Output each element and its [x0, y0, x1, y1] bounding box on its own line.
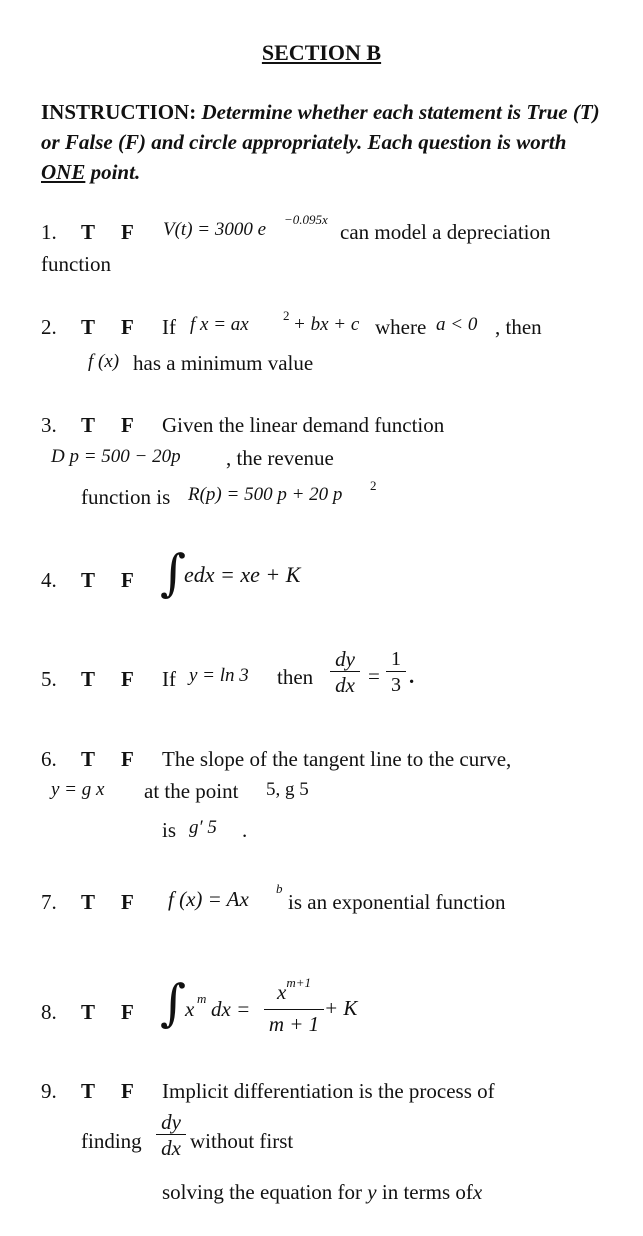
- fraction-numerator: 1: [391, 648, 401, 670]
- instruction-emphasis: ONE: [41, 160, 86, 184]
- question-number: 2.: [41, 315, 57, 339]
- true-option[interactable]: T: [81, 747, 96, 771]
- true-option[interactable]: T: [81, 890, 96, 914]
- function-symbol: f (x): [88, 351, 120, 372]
- instruction-label: INSTRUCTION:: [41, 100, 197, 124]
- fraction-denominator: dx: [330, 671, 360, 698]
- period: .: [409, 664, 415, 688]
- formula: f x = ax: [190, 314, 249, 335]
- true-option[interactable]: T: [81, 667, 96, 691]
- question-number: 5.: [41, 667, 57, 691]
- integrand-base: x: [185, 997, 195, 1021]
- true-option[interactable]: T: [81, 1000, 96, 1024]
- solving-text: solving the equation for: [162, 1180, 363, 1204]
- statement-text: Given the linear demand function: [162, 413, 445, 437]
- fraction-denominator: m + 1: [264, 1009, 324, 1038]
- point-value: 5, g 5: [266, 779, 309, 800]
- result-fraction: [386, 647, 406, 698]
- question-number: 3.: [41, 413, 57, 437]
- false-option[interactable]: F: [121, 747, 134, 771]
- statement-text-point: at the point: [144, 779, 239, 803]
- true-option[interactable]: T: [81, 315, 96, 339]
- fraction-numerator: dy: [335, 647, 355, 671]
- integrand-exponent: m: [197, 991, 207, 1006]
- variable-y: y: [367, 1180, 377, 1204]
- statement-text-cont: function: [41, 252, 111, 276]
- variable-x: x: [472, 1180, 483, 1204]
- constant: + K: [324, 996, 358, 1020]
- fraction-denominator: 3: [386, 671, 406, 698]
- fraction-numerator: [264, 975, 324, 1009]
- true-option[interactable]: T: [81, 413, 96, 437]
- result-fraction: [264, 975, 324, 1038]
- numerator-base: x: [277, 980, 287, 1004]
- revenue-formula: R(p) = 500 p + 20 p: [188, 484, 343, 505]
- statement-text: The slope of the tangent line to the curve,: [162, 747, 512, 771]
- derivative-fraction: [156, 1110, 186, 1161]
- statement-text-fn: function is: [81, 485, 171, 509]
- formula-square: 2: [283, 308, 290, 323]
- formula: edx = xe + K: [184, 562, 301, 587]
- question-number: 1.: [41, 220, 57, 244]
- false-option[interactable]: F: [121, 413, 134, 437]
- false-option[interactable]: F: [121, 568, 134, 592]
- statement-text: is an exponential function: [288, 890, 506, 914]
- statement-text-end: [162, 1180, 482, 1205]
- instruction-text: Determine whether each statement is True (T) or False (F) and circle appropriately. Each question is worth: [41, 100, 600, 154]
- true-option[interactable]: T: [81, 1079, 96, 1103]
- is-word: is: [162, 818, 177, 842]
- fraction-denominator: dx: [156, 1134, 186, 1161]
- instruction-text-end: point.: [90, 160, 141, 184]
- derivative-fraction: [330, 647, 360, 698]
- false-option[interactable]: F: [121, 667, 134, 691]
- where-word: where: [375, 315, 427, 339]
- formula-exponent: −0.095x: [284, 212, 328, 227]
- false-option[interactable]: F: [121, 1079, 134, 1103]
- equals-sign: =: [368, 664, 380, 688]
- in-terms-text: in terms of: [381, 1180, 473, 1204]
- question-number: 6.: [41, 747, 57, 771]
- statement-text-rev: , the revenue: [226, 446, 334, 470]
- instruction: [41, 97, 601, 187]
- condition: a < 0: [436, 314, 478, 335]
- formula: f (x) = Ax: [168, 887, 249, 911]
- formula: y = ln 3: [189, 665, 249, 686]
- if-word: If: [162, 315, 176, 339]
- section-title: SECTION B: [261, 40, 382, 65]
- formula: V(t) = 3000 e: [163, 219, 267, 240]
- false-option[interactable]: F: [121, 220, 134, 244]
- demand-formula: D p = 500 − 20p: [51, 446, 181, 467]
- differential: dx =: [211, 997, 251, 1021]
- question-number: 7.: [41, 890, 57, 914]
- true-option[interactable]: T: [81, 568, 96, 592]
- revenue-square: 2: [370, 478, 377, 493]
- curve-formula: y = g x: [51, 779, 105, 800]
- then-word: , then: [495, 315, 542, 339]
- slope-value: g′ 5: [189, 817, 217, 838]
- fraction-numerator: dy: [161, 1110, 181, 1134]
- question-number: 9.: [41, 1079, 57, 1103]
- true-option[interactable]: T: [81, 220, 96, 244]
- false-option[interactable]: F: [121, 1000, 134, 1024]
- statement-text-cont: without first: [190, 1129, 294, 1153]
- false-option[interactable]: F: [121, 315, 134, 339]
- formula-rest: + bx + c: [293, 314, 360, 335]
- formula-exponent: b: [276, 881, 283, 896]
- statement-text: Implicit differentiation is the process of: [162, 1079, 495, 1103]
- statement-text-cont: has a minimum value: [133, 351, 314, 375]
- finding-word: finding: [81, 1129, 142, 1153]
- false-option[interactable]: F: [121, 890, 134, 914]
- if-word: If: [162, 667, 176, 691]
- integral-sign: ∫: [160, 974, 187, 1032]
- period: .: [242, 818, 248, 842]
- question-number: 8.: [41, 1000, 57, 1024]
- question-number: 4.: [41, 568, 57, 592]
- then-word: then: [277, 665, 314, 689]
- integral-sign: ∫: [160, 544, 187, 602]
- numerator-exponent: m+1: [286, 975, 311, 990]
- statement-text: can model a depreciation: [340, 220, 551, 244]
